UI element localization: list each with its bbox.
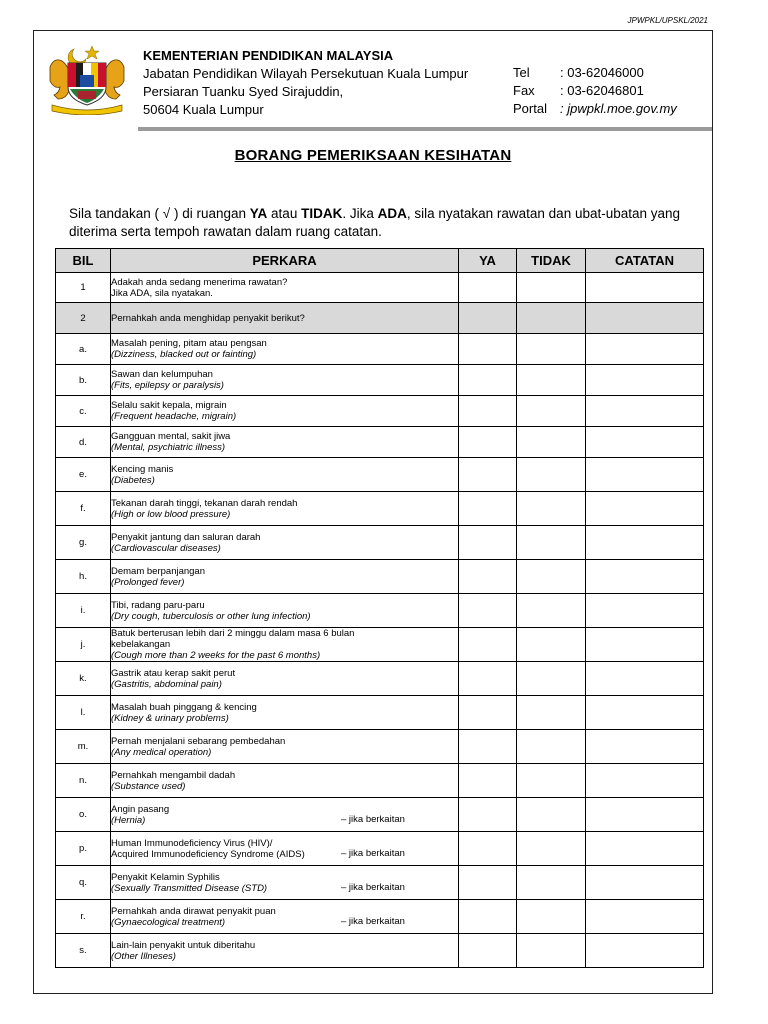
description-line: Penyakit jantung dan saluran darah [111, 531, 261, 543]
description-line-secondary: (High or low blood pressure) [111, 508, 231, 520]
row-number: j. [56, 628, 111, 662]
row-description [111, 365, 459, 396]
row-description [111, 594, 459, 628]
catatan-cell[interactable] [586, 934, 704, 968]
table-row [56, 458, 704, 492]
row-number: r. [56, 900, 111, 934]
row-description [111, 526, 459, 560]
table-row [56, 594, 704, 628]
answer-ya-cell[interactable] [459, 832, 517, 866]
table-row [56, 798, 704, 832]
answer-tidak-cell[interactable] [517, 628, 586, 662]
health-check-table [55, 248, 704, 968]
table-row [56, 273, 704, 303]
description-line: Penyakit Kelamin Syphilis [111, 871, 220, 883]
description-line: Sawan dan kelumpuhan [111, 369, 213, 380]
catatan-cell[interactable] [586, 334, 704, 365]
description-line: Demam berpanjangan [111, 565, 206, 577]
answer-tidak-cell[interactable] [517, 560, 586, 594]
description-line: Pernahkah anda menghidap penyakit berikut? [111, 312, 305, 324]
row-number: c. [56, 396, 111, 427]
description-line: Human Immunodeficiency Virus (HIV)/ [111, 837, 273, 849]
catatan-cell[interactable] [586, 458, 704, 492]
contact-tel [513, 64, 677, 82]
answer-ya-cell[interactable] [459, 334, 517, 365]
description-line-secondary: (Prolonged fever) [111, 576, 185, 588]
description-line-secondary: (Kidney & urinary problems) [111, 712, 229, 724]
description-line-secondary: Acquired Immunodeficiency Syndrome (AIDS) [111, 848, 305, 860]
row-description [111, 427, 459, 458]
answer-tidak-cell[interactable] [517, 832, 586, 866]
answer-tidak-cell[interactable] [517, 900, 586, 934]
row-number: d. [56, 427, 111, 458]
row-number: f. [56, 492, 111, 526]
conditional-note: – jika berkaitan [341, 916, 405, 927]
description-line-secondary: (Hernia) [111, 814, 146, 826]
answer-ya-cell[interactable] [459, 560, 517, 594]
address-line-1: Persiaran Tuanku Syed Sirajuddin, [143, 84, 344, 99]
reference-code: JPWPKL/UPSKL/2021 [627, 16, 708, 25]
header-catatan: CATATAN [586, 249, 704, 273]
table-row [56, 334, 704, 365]
answer-ya-cell[interactable] [459, 492, 517, 526]
table-row [56, 730, 704, 764]
catatan-cell[interactable] [586, 696, 704, 730]
answer-ya-cell[interactable] [459, 273, 517, 303]
instruction-part: Sila tandakan ( √ ) di ruangan [69, 206, 250, 221]
header-ya: YA [459, 249, 517, 273]
row-number: g. [56, 526, 111, 560]
row-number: e. [56, 458, 111, 492]
answer-tidak-cell[interactable] [517, 696, 586, 730]
table-row [56, 628, 704, 662]
answer-ya-cell[interactable] [459, 303, 517, 334]
row-number: l. [56, 696, 111, 730]
description-line-secondary: (Cardiovascular diseases) [111, 542, 221, 554]
table-row [56, 560, 704, 594]
header-tidak: TIDAK [517, 249, 586, 273]
answer-tidak-cell[interactable] [517, 730, 586, 764]
table-row [56, 365, 704, 396]
form-title: BORANG PEMERIKSAAN KESIHATAN [234, 147, 512, 164]
table-row [56, 764, 704, 798]
catatan-cell[interactable] [586, 594, 704, 628]
row-number: o. [56, 798, 111, 832]
instruction-emphasis-tidak: TIDAK [301, 206, 343, 221]
answer-tidak-cell[interactable] [517, 798, 586, 832]
conditional-note: – jika berkaitan [341, 814, 405, 825]
header-perkara: PERKARA [111, 249, 459, 273]
organisation-block [143, 47, 468, 119]
answer-ya-cell[interactable] [459, 764, 517, 798]
header-bil: BIL [56, 249, 111, 273]
row-description [111, 492, 459, 526]
description-line-secondary: (Substance used) [111, 780, 186, 792]
table-row [56, 526, 704, 560]
catatan-cell[interactable] [586, 303, 704, 334]
description-line-secondary: (Mental, psychiatric illness) [111, 442, 226, 453]
row-description [111, 764, 459, 798]
description-line: Tekanan darah tinggi, tekanan darah rendah [111, 497, 298, 509]
conditional-note: – jika berkaitan [341, 882, 405, 893]
row-description [111, 662, 459, 696]
instruction-part: atau [267, 206, 302, 221]
contact-portal [513, 100, 677, 118]
catatan-cell[interactable] [586, 900, 704, 934]
row-description [111, 303, 459, 334]
address-line-2: 50604 Kuala Lumpur [143, 102, 264, 117]
catatan-cell[interactable] [586, 628, 704, 662]
catatan-cell[interactable] [586, 427, 704, 458]
row-description [111, 832, 459, 866]
instruction-part: . Jika [342, 206, 378, 221]
malaysia-coat-of-arms-icon [44, 43, 130, 115]
row-description [111, 696, 459, 730]
row-description [111, 628, 459, 662]
row-description [111, 396, 459, 427]
row-number: s. [56, 934, 111, 968]
table-row [56, 427, 704, 458]
table-row [56, 934, 704, 968]
row-number: p. [56, 832, 111, 866]
catatan-cell[interactable] [586, 764, 704, 798]
answer-tidak-cell[interactable] [517, 934, 586, 968]
description-line-secondary: (Fits, epilepsy or paralysis) [111, 380, 224, 391]
catatan-cell[interactable] [586, 866, 704, 900]
instruction-emphasis-ya: YA [249, 206, 268, 221]
row-number: m. [56, 730, 111, 764]
instruction-part: , sila nyatakan rawatan dan ubat-ubatan yang diterima serta tempoh rawatan dalam ruang catatan. [69, 206, 681, 239]
answer-ya-cell[interactable] [459, 730, 517, 764]
answer-tidak-cell[interactable] [517, 594, 586, 628]
description-line-secondary: (Any medical operation) [111, 746, 212, 758]
answer-tidak-cell[interactable] [517, 866, 586, 900]
answer-ya-cell[interactable] [459, 396, 517, 427]
answer-tidak-cell[interactable] [517, 334, 586, 365]
table-row [56, 696, 704, 730]
row-number: b. [56, 365, 111, 396]
description-line: Kencing manis [111, 463, 174, 475]
description-line-secondary: (Gynaecological treatment) [111, 916, 226, 928]
description-line: Selalu sakit kepala, migrain [111, 400, 227, 411]
description-line: Pernahkah anda dirawat penyakit puan [111, 905, 276, 917]
answer-tidak-cell[interactable] [517, 365, 586, 396]
description-line: Adakah anda sedang menerima rawatan? [111, 276, 288, 288]
row-description [111, 458, 459, 492]
table-row [56, 900, 704, 934]
description-line: Tibi, radang paru-paru [111, 599, 205, 611]
description-line: Pernah menjalani sebarang pembedahan [111, 735, 286, 747]
answer-tidak-cell[interactable] [517, 492, 586, 526]
row-description [111, 730, 459, 764]
contact-fax [513, 82, 677, 100]
description-line-secondary: (Other Illneses) [111, 950, 176, 962]
description-line: Pernahkah mengambil dadah [111, 769, 236, 781]
answer-ya-cell[interactable] [459, 696, 517, 730]
description-line: Gangguan mental, sakit jiwa [111, 431, 231, 442]
answer-tidak-cell[interactable] [517, 526, 586, 560]
answer-tidak-cell[interactable] [517, 662, 586, 696]
answer-ya-cell[interactable] [459, 594, 517, 628]
description-line: Gastrik atau kerap sakit perut [111, 667, 236, 679]
contact-label: Portal [513, 101, 547, 116]
description-line: Masalah pening, pitam atau pengsan [111, 338, 267, 349]
row-description [111, 900, 459, 934]
catatan-cell[interactable] [586, 365, 704, 396]
answer-ya-cell[interactable] [459, 934, 517, 968]
answer-tidak-cell[interactable] [517, 764, 586, 798]
answer-tidak-cell[interactable] [517, 396, 586, 427]
description-line-secondary: (Dizziness, blacked out or fainting) [111, 349, 257, 360]
table-row [56, 396, 704, 427]
answer-ya-cell[interactable] [459, 900, 517, 934]
header-divider [138, 127, 712, 131]
table-header-row [56, 249, 704, 273]
row-number: n. [56, 764, 111, 798]
catatan-cell[interactable] [586, 832, 704, 866]
table-row [56, 662, 704, 696]
contact-label: Fax [513, 83, 535, 98]
description-line: Lain-lain penyakit untuk diberitahu [111, 939, 256, 951]
description-line-secondary: (Gastritis, abdominal pain) [111, 678, 222, 690]
row-description [111, 273, 459, 303]
answer-ya-cell[interactable] [459, 427, 517, 458]
description-line: Batuk berterusan lebih dari 2 minggu dalam masa 6 bulan [111, 628, 355, 639]
description-line: Masalah buah pinggang & kencing [111, 701, 257, 713]
contact-value: : 03-62046801 [560, 83, 644, 98]
row-number: a. [56, 334, 111, 365]
row-number: 1 [56, 273, 111, 303]
description-line-secondary: (Sexually Transmitted Disease (STD) [111, 882, 268, 894]
answer-ya-cell[interactable] [459, 458, 517, 492]
answer-ya-cell[interactable] [459, 526, 517, 560]
description-line-secondary: (Frequent headache, migrain) [111, 411, 237, 422]
catatan-cell[interactable] [586, 662, 704, 696]
contact-value: : 03-62046000 [560, 65, 644, 80]
table-body [56, 273, 704, 968]
catatan-cell[interactable] [586, 526, 704, 560]
catatan-cell[interactable] [586, 798, 704, 832]
contact-label: Tel [513, 65, 530, 80]
answer-ya-cell[interactable] [459, 798, 517, 832]
instruction-text [69, 205, 709, 241]
description-line-secondary: (Cough more than 2 weeks for the past 6 months) [111, 650, 321, 661]
department-name: Jabatan Pendidikan Wilayah Persekutuan Kuala Lumpur [143, 66, 469, 81]
description-line-secondary: Jika ADA, sila nyatakan. [111, 287, 213, 299]
catatan-cell[interactable] [586, 560, 704, 594]
table-row [56, 303, 704, 334]
row-number: q. [56, 866, 111, 900]
organisation-name: KEMENTERIAN PENDIDIKAN MALAYSIA [143, 48, 394, 63]
contact-block [513, 64, 677, 118]
row-description [111, 334, 459, 365]
row-number: 2 [56, 303, 111, 334]
catatan-cell[interactable] [586, 273, 704, 303]
catatan-cell[interactable] [586, 396, 704, 427]
row-description [111, 560, 459, 594]
answer-tidak-cell[interactable] [517, 458, 586, 492]
description-line-secondary: (Dry cough, tuberculosis or other lung infection) [111, 610, 311, 622]
answer-tidak-cell[interactable] [517, 427, 586, 458]
table-row [56, 866, 704, 900]
description-line-secondary: (Diabetes) [111, 474, 155, 486]
table-row [56, 832, 704, 866]
answer-ya-cell[interactable] [459, 662, 517, 696]
row-description [111, 798, 459, 832]
table-row [56, 492, 704, 526]
description-line: Angin pasang [111, 803, 170, 815]
row-number: h. [56, 560, 111, 594]
catatan-cell[interactable] [586, 730, 704, 764]
answer-tidak-cell[interactable] [517, 273, 586, 303]
answer-tidak-cell[interactable] [517, 303, 586, 334]
instruction-emphasis-ada: ADA [377, 206, 407, 221]
portal-link[interactable]: : jpwpkl.moe.gov.my [560, 101, 677, 116]
row-description [111, 866, 459, 900]
answer-ya-cell[interactable] [459, 365, 517, 396]
description-line-secondary: kebelakangan [111, 639, 171, 650]
row-number: i. [56, 594, 111, 628]
catatan-cell[interactable] [586, 492, 704, 526]
row-number: k. [56, 662, 111, 696]
row-description [111, 934, 459, 968]
answer-ya-cell[interactable] [459, 866, 517, 900]
answer-ya-cell[interactable] [459, 628, 517, 662]
conditional-note: – jika berkaitan [341, 848, 405, 859]
